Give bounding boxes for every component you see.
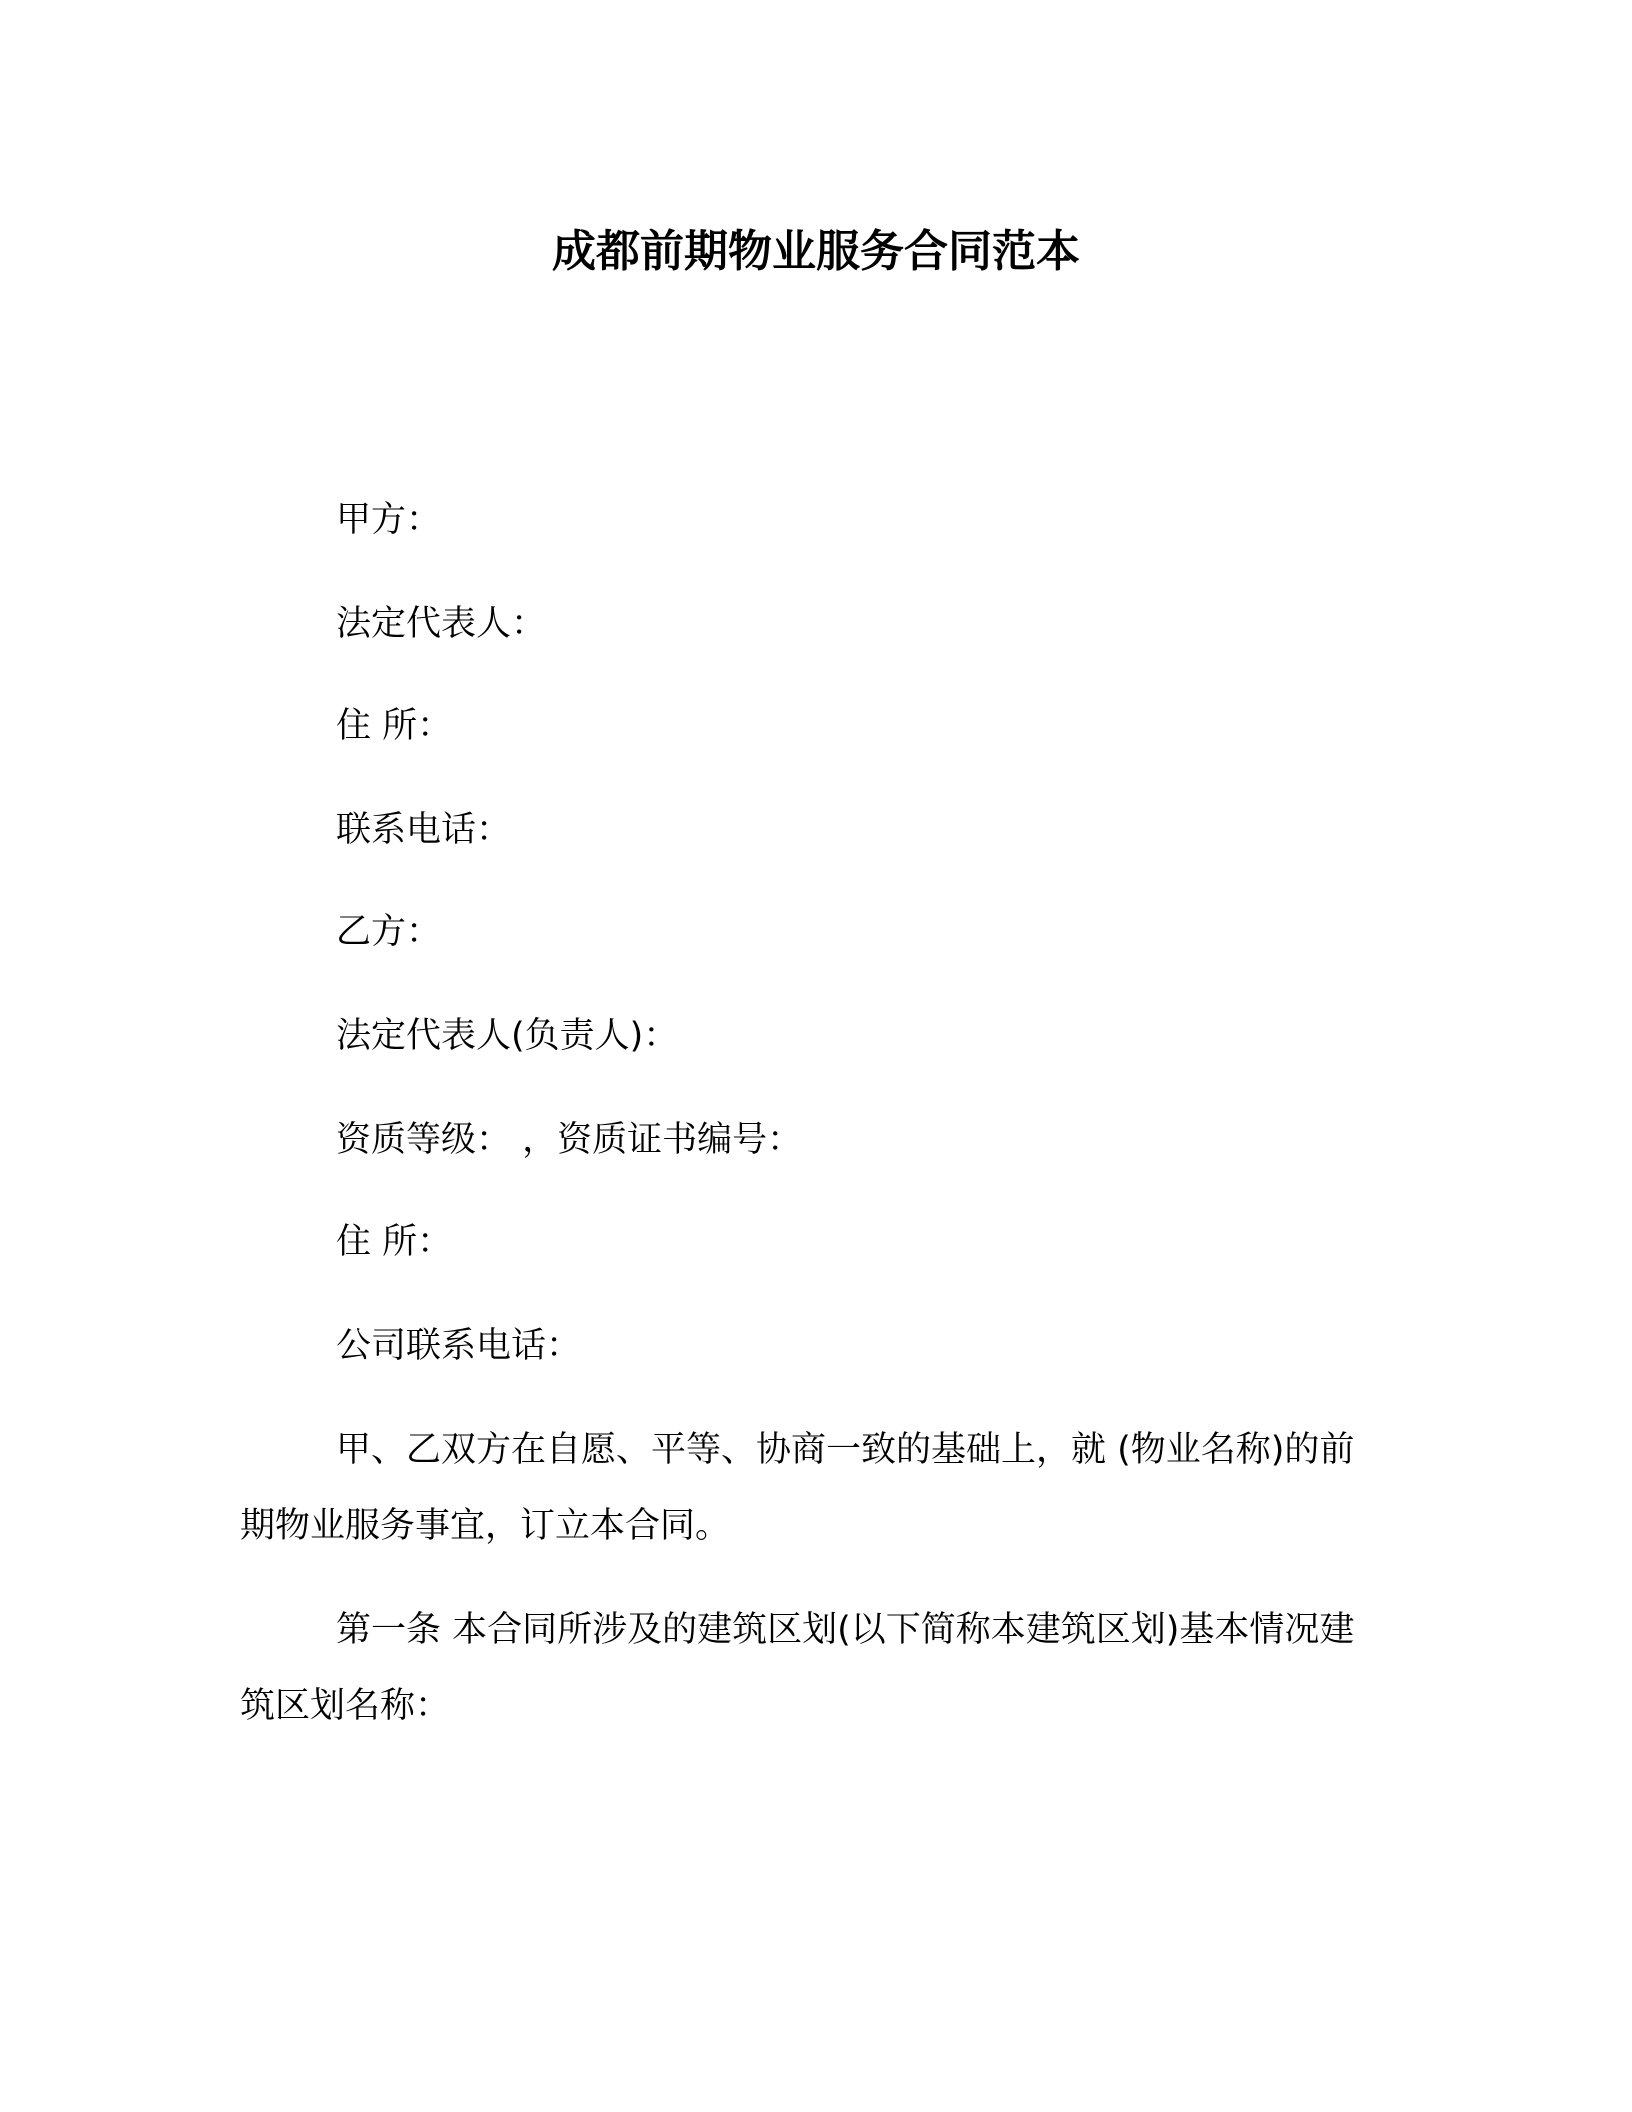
document-title: 成都前期物业服务合同范本 bbox=[552, 226, 1080, 277]
party-b-address-label: 住 所： bbox=[336, 1222, 453, 1262]
preamble-paragraph: 甲、乙双方在自愿、平等、协商一致的基础上，就 (物业名称)的前期物业服务事宜，订立本合同。 bbox=[240, 1430, 1355, 1546]
party-b-label: 乙方： bbox=[336, 912, 442, 952]
party-a-address-label: 住 所： bbox=[336, 706, 453, 746]
party-b-qualification-label: 资质等级： ，资质证书编号： bbox=[336, 1120, 803, 1160]
party-b-legal-rep-label: 法定代表人(负责人)： bbox=[336, 1016, 679, 1056]
party-a-phone-label: 联系电话： bbox=[336, 810, 512, 850]
party-a-legal-rep-label: 法定代表人： bbox=[336, 604, 547, 644]
party-b-phone-label: 公司联系电话： bbox=[336, 1326, 582, 1366]
party-a-label: 甲方： bbox=[336, 500, 442, 540]
article-1-paragraph: 第一条 本合同所涉及的建筑区划(以下简称本建筑区划)基本情况建筑区划名称： bbox=[240, 1610, 1355, 1726]
